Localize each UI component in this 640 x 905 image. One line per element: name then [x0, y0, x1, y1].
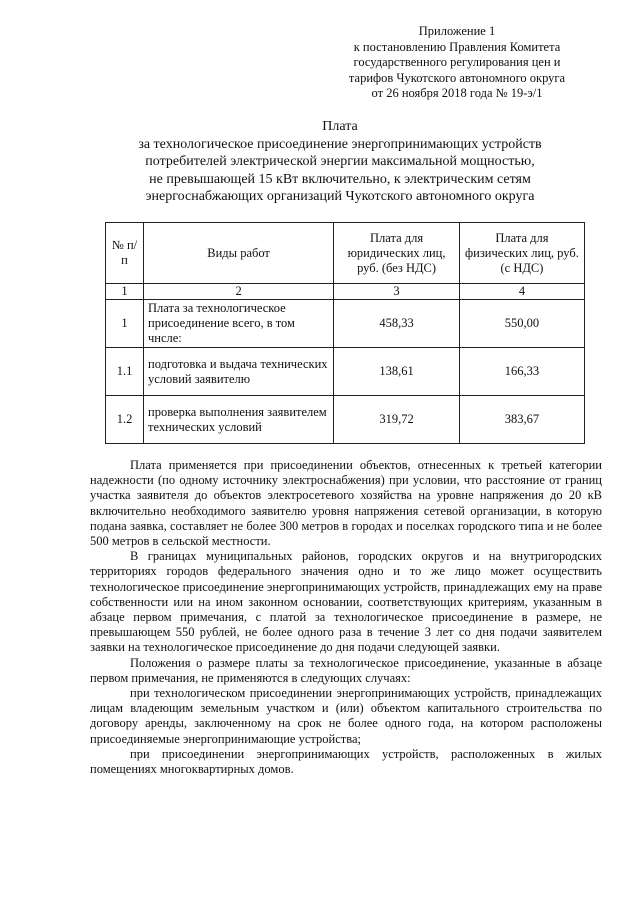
appendix-line: государственного регулирования цен и	[353, 55, 561, 69]
appendix-line: тарифов Чукотского автономного округа	[348, 70, 566, 85]
appendix-reference	[332, 24, 582, 102]
row-work-type: проверка выполнения заявителем технических условий	[144, 396, 334, 444]
appendix-line: Приложение 1	[418, 24, 496, 38]
note-paragraph: Положения о размере платы за технологическое присоединение, указанные в абзаце первом примечания, не применяются в следующих случаях:	[90, 655, 602, 685]
appendix-line: к постановлению Правления Комитета	[353, 39, 561, 54]
title-line: потребителей электрической энергии максимальной мощностью,	[145, 154, 535, 169]
note-paragraph: при технологическом присоединении энергопринимающих устройств, принадлежащих лицам владеющим земельным участком и (или) объектом капитального строительства по договору аренды, заключенному на срок не более одного года, на котором расположены присоединяемые энергопринимающие устройства;	[90, 686, 602, 746]
table-row	[106, 348, 585, 396]
row-number: 1.2	[106, 396, 144, 444]
column-number: 3	[334, 284, 460, 300]
title-line: за технологическое присоединение энергопринимающих устройств	[138, 136, 542, 152]
column-number-row	[106, 284, 585, 300]
row-work-type: подготовка и выдача технических условий заявителю	[144, 348, 334, 396]
header-number: № п/п	[106, 223, 144, 284]
row-number: 1.1	[106, 348, 144, 396]
fees-table	[105, 222, 585, 444]
row-physical-fee: 550,00	[459, 300, 584, 348]
appendix-line: от 26 ноября 2018 года № 19-э/1	[371, 86, 543, 100]
row-physical-fee: 383,67	[459, 396, 584, 444]
header-physical-fee: Плата для физических лиц, руб. (с НДС)	[459, 223, 584, 284]
column-number: 2	[144, 284, 334, 300]
title-line: не превышающей 15 кВт включительно, к электрическим сетям	[149, 171, 531, 187]
table-row	[106, 300, 585, 348]
row-physical-fee: 166,33	[459, 348, 584, 396]
row-work-type: Плата за технологическое присоединение всего, в том чнсле:	[144, 300, 334, 348]
explanatory-notes	[90, 458, 602, 777]
title-line: энергоснабжающих организаций Чукотского автономного округа	[145, 189, 535, 204]
header-legal-fee: Плата для юридических лиц, руб. (без НДС)	[334, 223, 460, 284]
note-paragraph: при присоединении энергопринимающих устройств, расположенных в жилых помещениях многоквартирных домов.	[90, 746, 602, 777]
row-legal-fee: 319,72	[334, 396, 460, 444]
column-number: 1	[106, 284, 144, 300]
header-work-type: Виды работ	[144, 223, 334, 284]
note-paragraph: Плата применяется при присоединении объектов, отнесенных к третьей категории надежности (по одному источнику электроснабжения) при условии, что расстояние от границ участка заявителя до объектов электросетевого хозяйства на уровне напряжения до 20 кВ включительно необходимого заявителю уровня напряжения сетевой организации, в которую подана заявка, составляет не более 300 метров в городах и поселках городского типа и не более 500 метров в сельской местности.	[90, 458, 602, 549]
table-header-row	[106, 223, 585, 284]
row-legal-fee: 458,33	[334, 300, 460, 348]
row-legal-fee: 138,61	[334, 348, 460, 396]
table-row	[106, 396, 585, 444]
document-title	[80, 118, 600, 206]
column-number: 4	[459, 284, 584, 300]
title-line: Плата	[322, 119, 358, 134]
note-paragraph: В границах муниципальных районов, городских округов и на внутригородских территориях городов федерального значения одно и то же лицо может осуществить технологическое присоединение энергопринимающих устройств, принадлежащих ему на праве собственности или на ином законном основании, соответствующих критериям, указанным в абзаце первом примечания, с платой за технологическое присоединение в размере, не превышающем 550 рублей, не более одного раза в течение 3 лет со дня подачи заявителем заявки на технологическое присоединение до дня подачи следующей заявки.	[90, 549, 602, 655]
row-number: 1	[106, 300, 144, 348]
